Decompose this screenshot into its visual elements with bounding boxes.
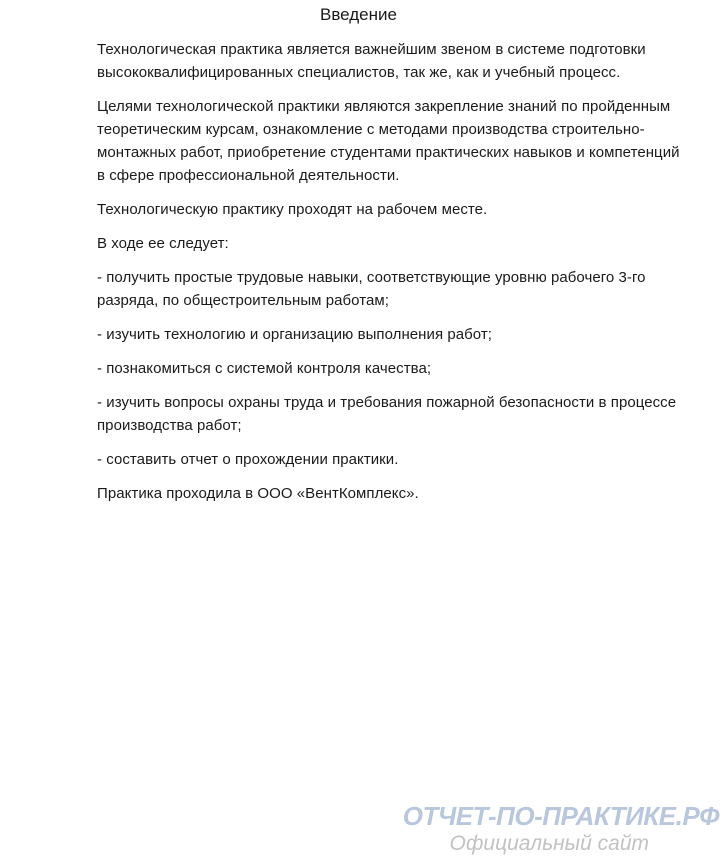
paragraph-goals: Целями технологической практики являются закрепление знаний по пройденным теоретическим курсам, ознакомление с методами производства строительно-монтажных работ, приобретение студентами практических навыков и компетенций в сфере профессиональной деятельности.: [97, 98, 680, 184]
paragraph-company: Практика проходила в ООО «ВентКомплекс».: [97, 485, 419, 502]
paragraph-workplace: Технологическую практику проходят на рабочем месте.: [97, 201, 488, 218]
list-item: - изучить технологию и организацию выполнения работ;: [97, 326, 492, 343]
list-item: - познакомиться с системой контроля качества;: [97, 360, 432, 377]
list-item: - составить отчет о прохождении практики.: [97, 451, 399, 468]
paragraph-tasks-heading: В ходе ее следует:: [97, 235, 229, 252]
watermark: [403, 801, 719, 857]
list-item: - получить простые трудовые навыки, соответствующие уровню рабочего 3-го разряда, по общестроительным работам;: [97, 269, 646, 309]
page-title: Введение: [320, 5, 397, 24]
document-body: [97, 38, 687, 516]
watermark-subtitle: Официальный сайт: [449, 832, 649, 855]
paragraph-intro: Технологическая практика является важнейшим звеном в системе подготовки высококвалифицированных специалистов, так же, как и учебный процесс.: [97, 41, 646, 81]
watermark-site-name: ОТЧЕТ-ПО-ПРАКТИКЕ.РФ: [402, 801, 719, 831]
list-item: - изучить вопросы охраны труда и требования пожарной безопасности в процессе производства работ;: [97, 394, 677, 434]
